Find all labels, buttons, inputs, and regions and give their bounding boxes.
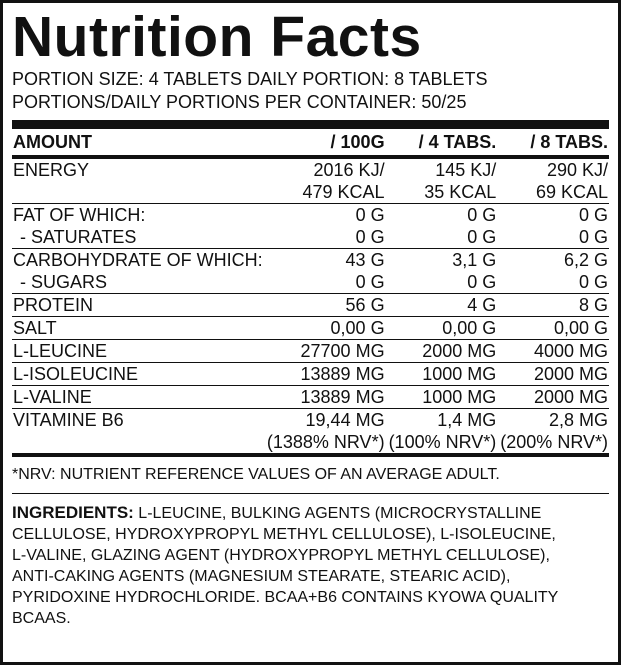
label-title: Nutrition Facts bbox=[12, 5, 422, 69]
value-per-100g: 43 G bbox=[345, 250, 385, 270]
table-row bbox=[12, 271, 609, 294]
row-name: FAT OF WHICH: bbox=[13, 205, 146, 225]
row-name: SALT bbox=[12, 317, 264, 340]
value-per-8-tabs: 2,8 MG bbox=[548, 410, 608, 430]
thick-divider bbox=[12, 120, 609, 129]
value-per-4-tabs: 0 G bbox=[386, 226, 498, 249]
table-row bbox=[12, 409, 609, 432]
ingredients-line: L-VALINE, GLAZING AGENT (HYDROXYPROPYL METHYL CELLULOSE), bbox=[12, 547, 550, 564]
row-name: ENERGY bbox=[13, 160, 90, 180]
value-per-100g: 2016 KJ/ bbox=[313, 160, 385, 180]
ingredients-block bbox=[12, 502, 609, 629]
value-per-8-tabs: 0,00 G bbox=[497, 317, 609, 340]
value-per-8-tabs: 0 G bbox=[578, 205, 608, 225]
table-row bbox=[12, 340, 609, 363]
nrv-footnote: *NRV: NUTRIENT REFERENCE VALUES OF AN AVERAGE ADULT. bbox=[12, 464, 609, 494]
table-header-row bbox=[12, 129, 609, 157]
row-name: - SATURATES bbox=[12, 226, 264, 249]
value-per-4-tabs: 3,1 G bbox=[452, 250, 497, 270]
value-per-8-tabs: 0 G bbox=[497, 226, 609, 249]
row-name: CARBOHYDRATE OF WHICH: bbox=[13, 250, 263, 270]
ingredients-line: ANTI-CAKING AGENTS (MAGNESIUM STEARATE, STEARIC ACID), bbox=[12, 568, 511, 585]
value-per-4-tabs: 1000 MG bbox=[386, 363, 498, 386]
header-amount: AMOUNT bbox=[13, 132, 92, 152]
value-per-100g: 13889 MG bbox=[264, 363, 386, 386]
value-per-100g: 19,44 MG bbox=[305, 410, 385, 430]
nutrition-table bbox=[12, 129, 609, 457]
value-per-100g: 56 G bbox=[264, 294, 386, 317]
table-row bbox=[12, 204, 609, 227]
row-name: L-LEUCINE bbox=[12, 340, 264, 363]
header-per-4-tabs: / 4 TABS. bbox=[418, 132, 497, 152]
value-per-4-tabs: 2000 MG bbox=[386, 340, 498, 363]
table-row bbox=[12, 317, 609, 340]
value-per-100g: 0 G bbox=[355, 205, 385, 225]
table-row bbox=[12, 386, 609, 409]
header-per-8-tabs: / 8 TABS. bbox=[530, 132, 608, 152]
ingredients-line bbox=[12, 502, 609, 524]
table-row bbox=[12, 363, 609, 386]
value-per-8-tabs: 6,2 G bbox=[563, 250, 608, 270]
value-per-100g: 27700 MG bbox=[264, 340, 386, 363]
value-per-8-tabs: (200% NRV*) bbox=[497, 431, 609, 455]
value-per-100g: 0,00 G bbox=[264, 317, 386, 340]
value-per-4-tabs: (100% NRV*) bbox=[386, 431, 498, 455]
portion-size-line: PORTION SIZE: 4 TABLETS DAILY PORTION: 8 TABLETS bbox=[12, 69, 488, 89]
value-per-8-tabs: 0 G bbox=[497, 271, 609, 294]
value-per-4-tabs: 1000 MG bbox=[386, 386, 498, 409]
value-per-8-tabs: 4000 MG bbox=[497, 340, 609, 363]
row-name: L-VALINE bbox=[12, 386, 264, 409]
row-name: - SUGARS bbox=[12, 271, 264, 294]
value-per-4-tabs: 145 KJ/ bbox=[435, 160, 497, 180]
value-per-8-tabs: 2000 MG bbox=[497, 386, 609, 409]
ingredients-line: CELLULOSE, HYDROXYPROPYL METHYL CELLULOSE), L-ISOLEUCINE, bbox=[12, 526, 556, 543]
value-per-4-tabs: 35 KCAL bbox=[386, 181, 498, 204]
ingredients-text: L-LEUCINE, BULKING AGENTS (MICROCRYSTALLINE bbox=[133, 505, 542, 522]
row-name: PROTEIN bbox=[12, 294, 264, 317]
value-per-4-tabs: 1,4 MG bbox=[437, 410, 497, 430]
table-row bbox=[12, 157, 609, 181]
table-row bbox=[12, 249, 609, 272]
row-name: VITAMINE B6 bbox=[13, 410, 124, 430]
value-per-8-tabs: 69 KCAL bbox=[497, 181, 609, 204]
row-name bbox=[12, 181, 264, 204]
table-row bbox=[12, 431, 609, 455]
value-per-100g: 0 G bbox=[264, 226, 386, 249]
ingredients-line: BCAAS. bbox=[12, 610, 71, 627]
value-per-4-tabs: 0,00 G bbox=[386, 317, 498, 340]
value-per-100g: 0 G bbox=[264, 271, 386, 294]
header-per-100g: / 100G bbox=[330, 132, 385, 152]
value-per-4-tabs: 4 G bbox=[386, 294, 498, 317]
value-per-8-tabs: 8 G bbox=[497, 294, 609, 317]
value-per-100g: 13889 MG bbox=[264, 386, 386, 409]
table-row bbox=[12, 294, 609, 317]
value-per-4-tabs: 0 G bbox=[386, 271, 498, 294]
value-per-100g: (1388% NRV*) bbox=[264, 431, 386, 455]
value-per-8-tabs: 290 KJ/ bbox=[546, 160, 608, 180]
table-row bbox=[12, 181, 609, 204]
ingredients-line: PYRIDOXINE HYDROCHLORIDE. BCAA+B6 CONTAINS KYOWA QUALITY bbox=[12, 589, 559, 606]
table-row bbox=[12, 226, 609, 249]
ingredients-label: INGREDIENTS: bbox=[12, 503, 134, 522]
row-name: L-ISOLEUCINE bbox=[12, 363, 264, 386]
value-per-100g: 479 KCAL bbox=[264, 181, 386, 204]
value-per-8-tabs: 2000 MG bbox=[497, 363, 609, 386]
portions-per-container-line: PORTIONS/DAILY PORTIONS PER CONTAINER: 50/25 bbox=[12, 92, 467, 112]
value-per-4-tabs: 0 G bbox=[467, 205, 497, 225]
row-name bbox=[12, 431, 264, 455]
